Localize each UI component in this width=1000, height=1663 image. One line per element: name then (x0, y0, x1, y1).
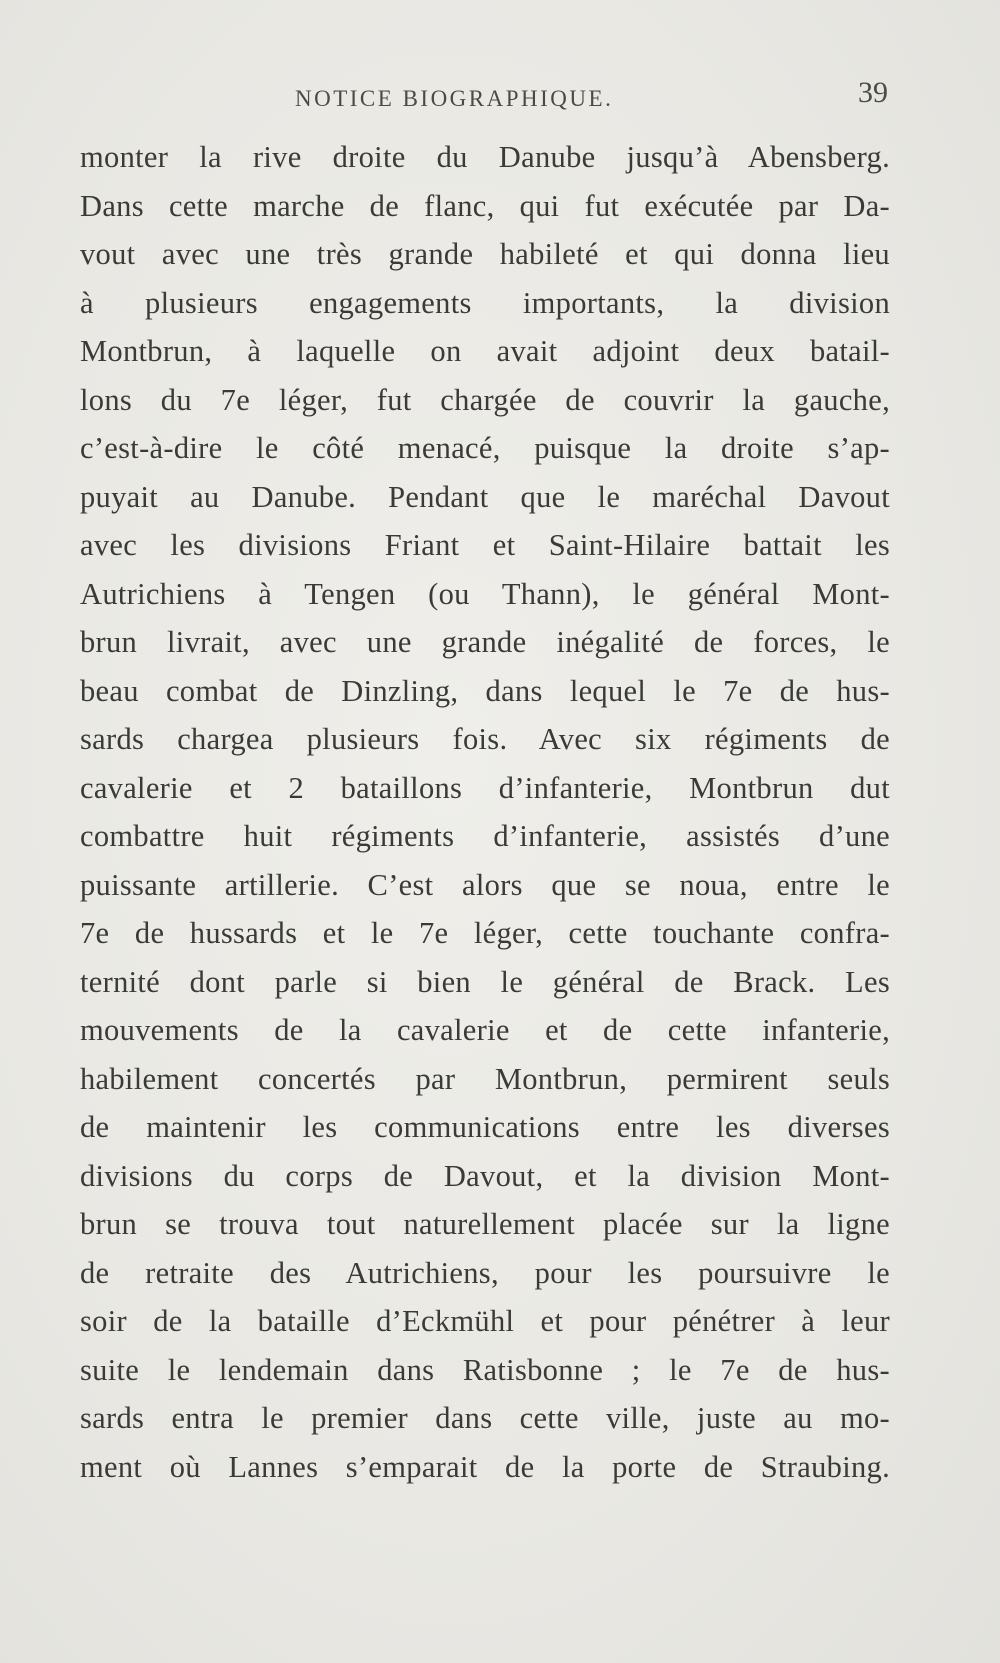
text-line: 7e de hussards et le 7e léger, cette touchante confra- (80, 916, 890, 950)
body-text (80, 133, 890, 1491)
text-line: ment où Lannes s’emparait de la porte de Straubing. (80, 1449, 890, 1484)
text-line: suite le lendemain dans Ratisbonne ; le 7e de hus- (80, 1352, 890, 1387)
running-head (80, 76, 890, 120)
text-line: avec les divisions Friant et Saint-Hilaire battait les (80, 528, 890, 562)
running-title: NOTICE BIOGRAPHIQUE. (295, 86, 614, 111)
text-line: mouvements de la cavalerie et de cette infanterie, (80, 1013, 890, 1047)
text-line: ternité dont parle si bien le général de Brack. Les (80, 964, 890, 999)
text-line: Autrichiens à Tengen (ou Thann), le général Mont- (80, 576, 890, 611)
text-line: divisions du corps de Davout, et la division Mont- (80, 1158, 890, 1193)
text-line: sards entra le premier dans cette ville, juste au mo- (80, 1401, 890, 1435)
text-line: beau combat de Dinzling, dans lequel le 7e de hus- (80, 673, 890, 708)
text-line: à plusieurs engagements importants, la division (80, 285, 890, 320)
text-line: vout avec une très grande habileté et qui donna lieu (80, 237, 890, 271)
text-line: cavalerie et 2 bataillons d’infanterie, Montbrun dut (80, 770, 890, 805)
text-line: de retraite des Autrichiens, pour les poursuivre le (80, 1255, 890, 1290)
text-line: sards chargea plusieurs fois. Avec six régiments de (80, 722, 890, 756)
text-line: combattre huit régiments d’infanterie, assistés d’une (80, 819, 890, 853)
text-line: brun se trouva tout naturellement placée sur la ligne (80, 1207, 890, 1241)
text-line: puyait au Danube. Pendant que le maréchal Davout (80, 479, 890, 514)
text-line: puissante artillerie. C’est alors que se noua, entre le (80, 867, 890, 902)
text-line: Dans cette marche de flanc, qui fut exécutée par Da- (80, 188, 890, 223)
text-line: c’est-à-dire le côté menacé, puisque la droite s’ap- (80, 431, 890, 465)
text-line: habilement concertés par Montbrun, permirent seuls (80, 1061, 890, 1096)
text-line: soir de la bataille d’Eckmühl et pour pénétrer à leur (80, 1304, 890, 1338)
text-line: de maintenir les communications entre les diverses (80, 1110, 890, 1144)
text-line: Montbrun, à laquelle on avait adjoint deux batail- (80, 334, 890, 368)
page-number: 39 (858, 76, 888, 109)
text-line: brun livrait, avec une grande inégalité de forces, le (80, 625, 890, 659)
text-line: lons du 7e léger, fut chargée de couvrir la gauche, (80, 382, 890, 417)
text-line: monter la rive droite du Danube jusqu’à Abensberg. (80, 140, 890, 174)
